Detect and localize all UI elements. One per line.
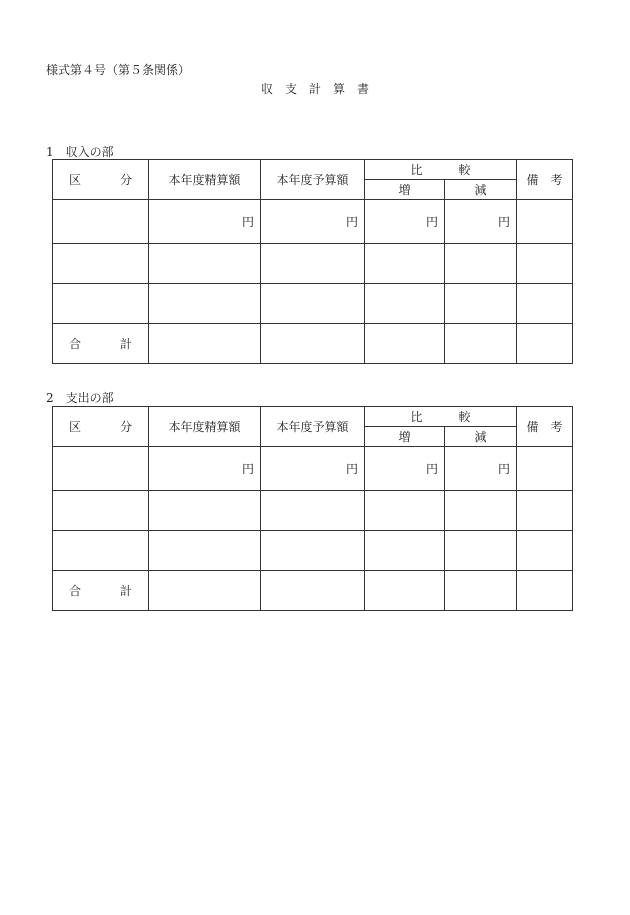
remarks-cell[interactable]: [517, 284, 573, 324]
decrease-header: 減: [445, 427, 517, 447]
budget-cell[interactable]: 円: [261, 447, 365, 491]
category-cell[interactable]: [53, 491, 149, 531]
category-cell[interactable]: [53, 447, 149, 491]
comparison-header: 比 較: [365, 160, 517, 180]
budget-cell[interactable]: [261, 284, 365, 324]
increase-cell[interactable]: 円: [365, 447, 445, 491]
decrease-cell[interactable]: [445, 244, 517, 284]
remarks-header: 備 考: [517, 407, 573, 447]
increase-cell[interactable]: 円: [365, 200, 445, 244]
budget-cell[interactable]: [261, 531, 365, 571]
increase-cell[interactable]: [365, 284, 445, 324]
total-label: 合 計: [53, 571, 149, 611]
settled-cell[interactable]: [149, 244, 261, 284]
remarks-cell[interactable]: [517, 244, 573, 284]
form-number: 様式第４号（第５条関係）: [46, 63, 191, 77]
increase-cell[interactable]: [365, 531, 445, 571]
remarks-cell[interactable]: [517, 531, 573, 571]
category-cell[interactable]: [53, 200, 149, 244]
budget-cell[interactable]: [261, 324, 365, 364]
table-row: [53, 200, 573, 244]
settled-cell[interactable]: 円: [149, 447, 261, 491]
settled-cell[interactable]: [149, 571, 261, 611]
increase-cell[interactable]: [365, 324, 445, 364]
settled-cell[interactable]: [149, 491, 261, 531]
category-header: 区 分: [53, 407, 149, 447]
budget-cell[interactable]: [261, 571, 365, 611]
table-row: [53, 447, 573, 491]
increase-cell[interactable]: [365, 571, 445, 611]
decrease-cell[interactable]: [445, 531, 517, 571]
table-row: [53, 284, 573, 324]
settled-cell[interactable]: [149, 324, 261, 364]
settled-cell[interactable]: 円: [149, 200, 261, 244]
total-row: [53, 571, 573, 611]
increase-header: 増: [365, 427, 445, 447]
increase-cell[interactable]: [365, 244, 445, 284]
table-row: [53, 491, 573, 531]
decrease-cell[interactable]: [445, 324, 517, 364]
remarks-cell[interactable]: [517, 571, 573, 611]
expenditure-table: [52, 406, 573, 611]
decrease-header: 減: [445, 180, 517, 200]
total-label: 合 計: [53, 324, 149, 364]
income-table: [52, 159, 573, 364]
increase-cell[interactable]: [365, 491, 445, 531]
decrease-cell[interactable]: 円: [445, 200, 517, 244]
section-heading-expenditure: 2 支出の部: [46, 391, 114, 405]
decrease-cell[interactable]: 円: [445, 447, 517, 491]
category-cell[interactable]: [53, 244, 149, 284]
document-title: 収 支 計 算 書: [260, 82, 369, 96]
budget-cell[interactable]: [261, 244, 365, 284]
remarks-cell[interactable]: [517, 447, 573, 491]
settled-header: 本年度精算額: [149, 160, 261, 200]
decrease-cell[interactable]: [445, 491, 517, 531]
table-header-row: [53, 407, 573, 427]
settled-header: 本年度精算額: [149, 407, 261, 447]
table-header-row: [53, 160, 573, 180]
category-header: 区 分: [53, 160, 149, 200]
comparison-header: 比 較: [365, 407, 517, 427]
budget-header: 本年度予算額: [261, 407, 365, 447]
settled-cell[interactable]: [149, 284, 261, 324]
section-heading-income: 1 収入の部: [46, 145, 114, 159]
settled-cell[interactable]: [149, 531, 261, 571]
table-row: [53, 244, 573, 284]
remarks-header: 備 考: [517, 160, 573, 200]
budget-cell[interactable]: [261, 491, 365, 531]
table-row: [53, 531, 573, 571]
remarks-cell[interactable]: [517, 491, 573, 531]
budget-cell[interactable]: 円: [261, 200, 365, 244]
decrease-cell[interactable]: [445, 284, 517, 324]
total-row: [53, 324, 573, 364]
budget-header: 本年度予算額: [261, 160, 365, 200]
remarks-cell[interactable]: [517, 200, 573, 244]
remarks-cell[interactable]: [517, 324, 573, 364]
increase-header: 増: [365, 180, 445, 200]
decrease-cell[interactable]: [445, 571, 517, 611]
category-cell[interactable]: [53, 284, 149, 324]
category-cell[interactable]: [53, 531, 149, 571]
